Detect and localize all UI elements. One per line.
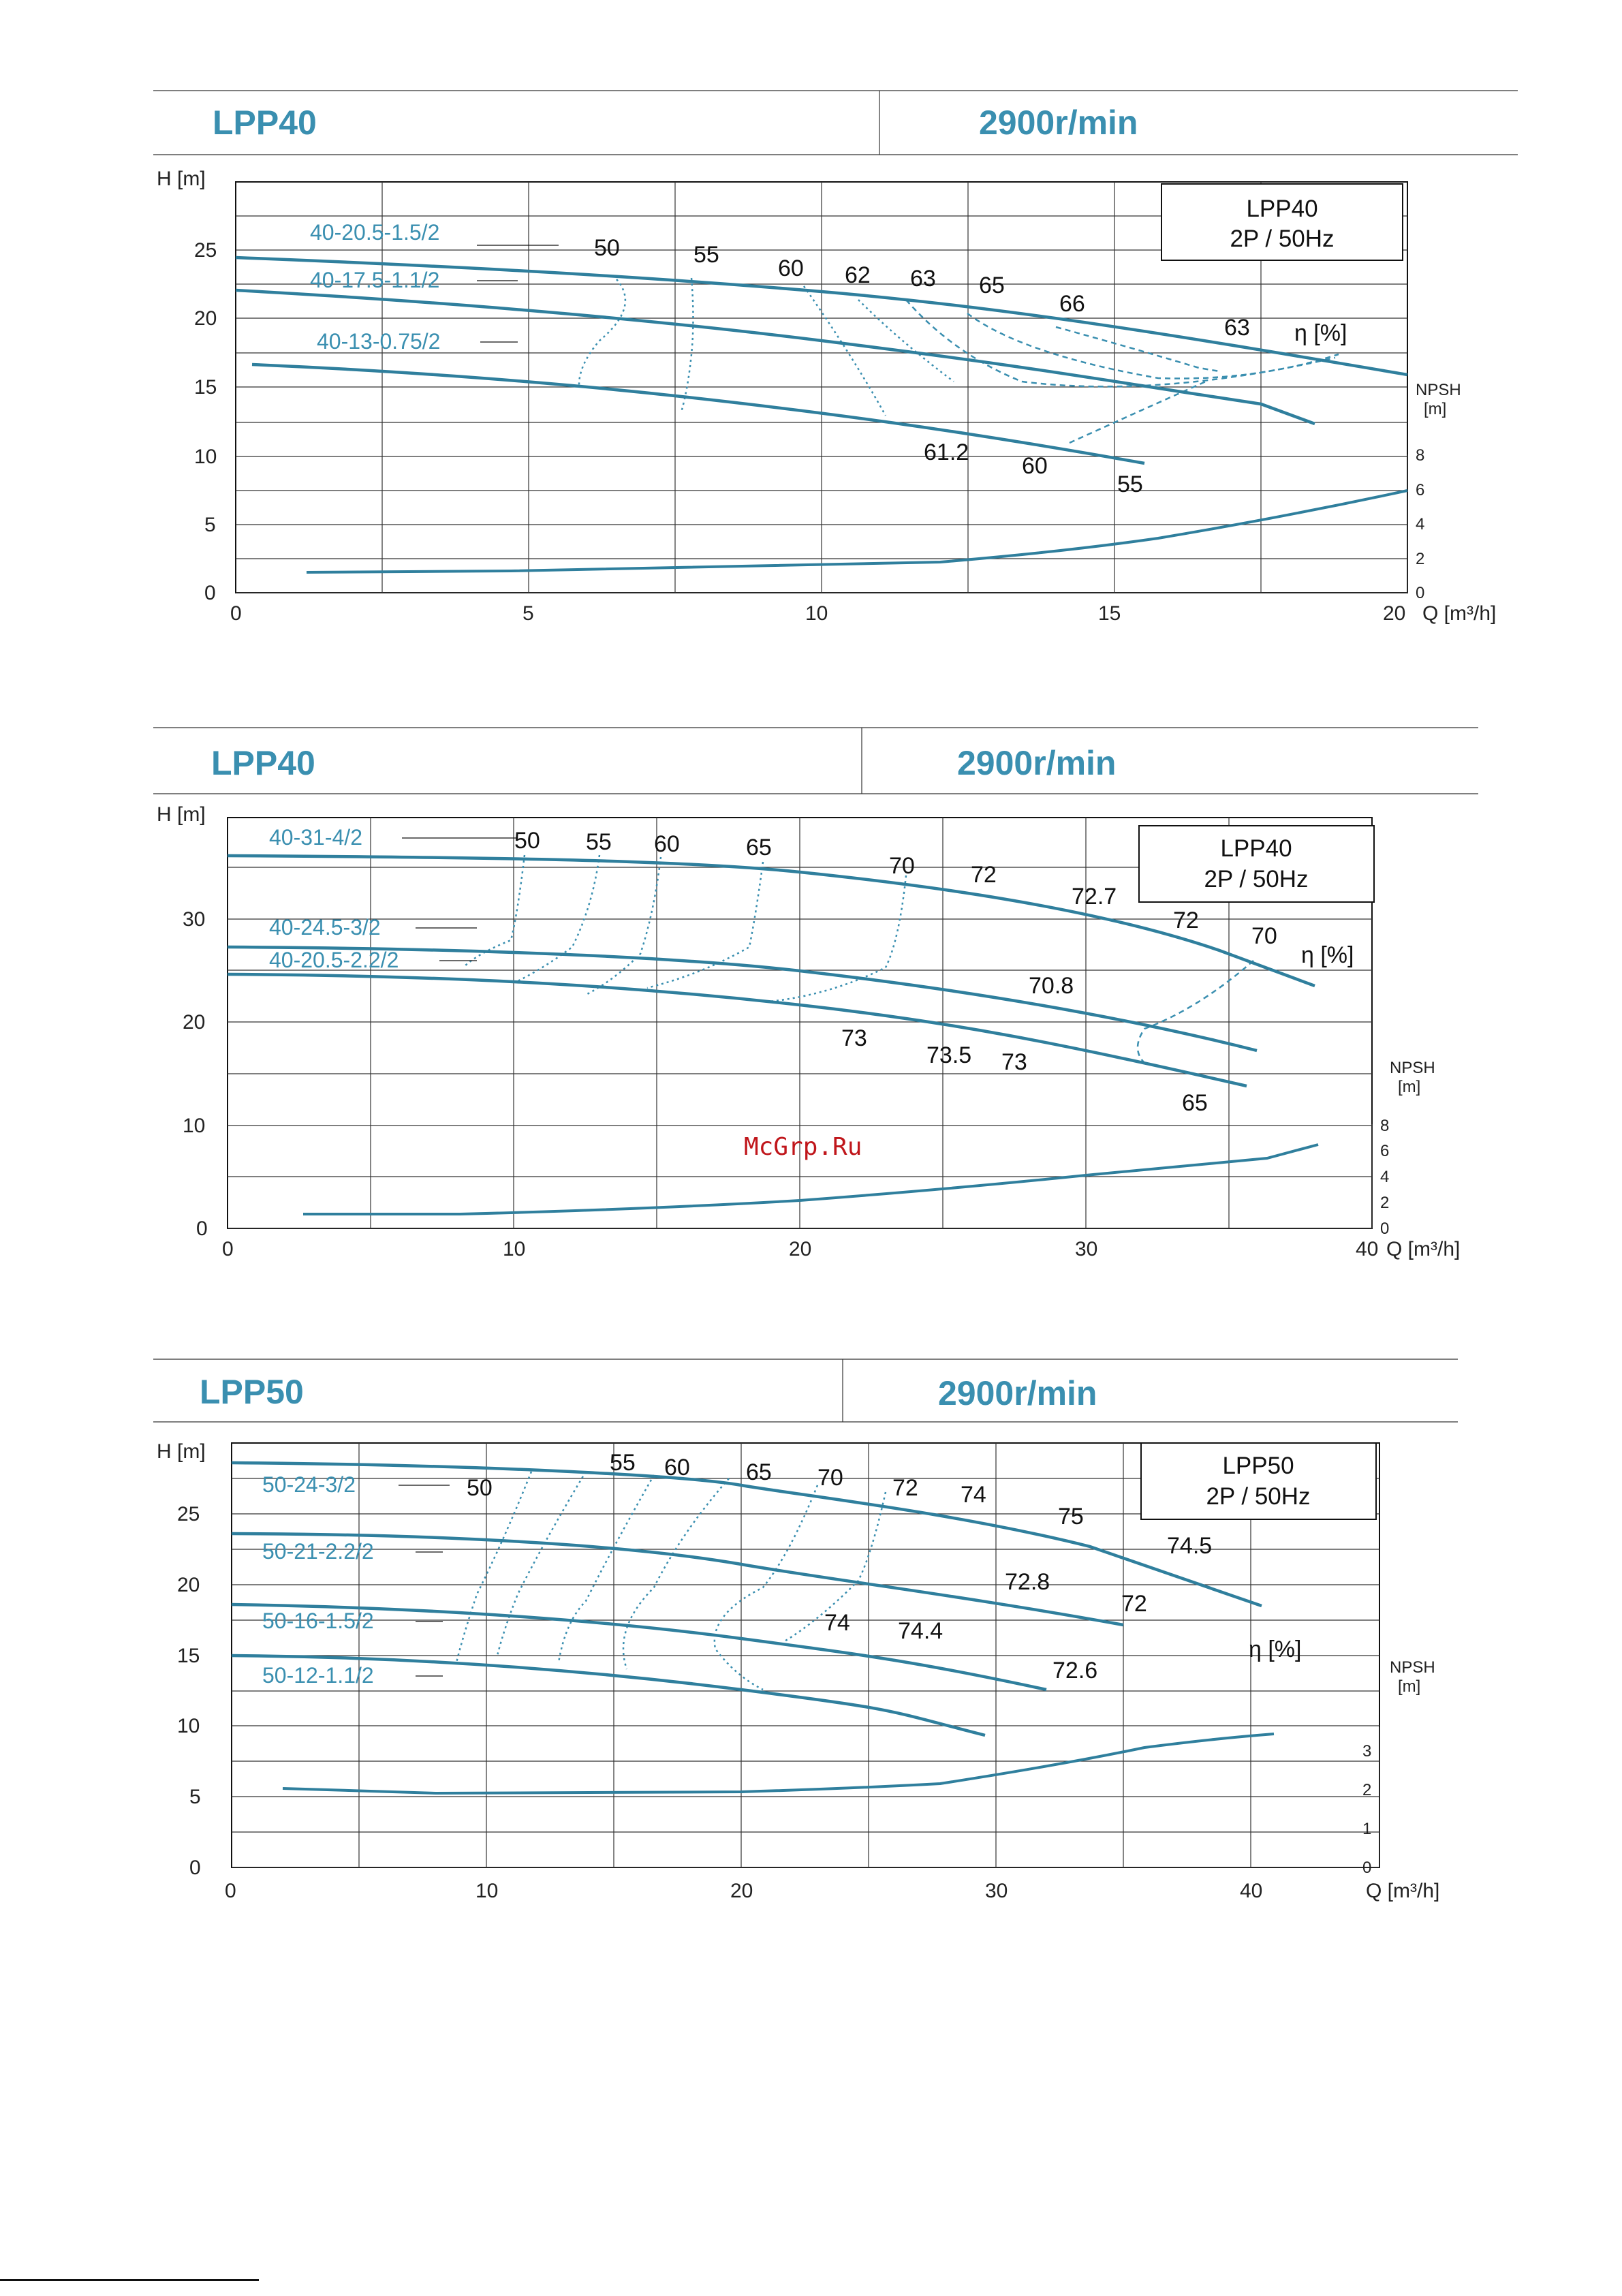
y-axis-label: H [m]	[157, 168, 206, 190]
header-model: LPP40	[213, 104, 317, 142]
x-tick: 15	[1098, 602, 1121, 625]
watermark: McGrp.Ru	[744, 1133, 862, 1161]
x-tick: 5	[523, 602, 534, 625]
npsh-tick: 0	[1362, 1859, 1372, 1877]
x-axis-label: Q [m³/h]	[1386, 1238, 1461, 1260]
eff-label: 73.5	[926, 1042, 972, 1068]
npsh-tick: 0	[1380, 1220, 1390, 1238]
y-tick: 0	[196, 1217, 208, 1240]
eff-label: 75	[1058, 1504, 1084, 1530]
x-tick: 40	[1356, 1238, 1379, 1260]
eff-label: 72.8	[1005, 1569, 1050, 1595]
header-model: LPP50	[200, 1373, 304, 1411]
y-tick-labels	[194, 239, 217, 604]
x-tick: 0	[222, 1238, 234, 1260]
legend-model: LPP40	[1220, 835, 1292, 862]
y-tick: 15	[194, 376, 217, 399]
x-tick: 20	[789, 1238, 812, 1260]
eff-label: 66	[1059, 291, 1085, 317]
x-tick: 30	[1075, 1238, 1098, 1260]
eff-label: 72.7	[1072, 884, 1117, 910]
npsh-label-2: [m]	[1398, 1677, 1421, 1696]
y-tick: 10	[183, 1115, 206, 1137]
npsh-tick: 3	[1362, 1742, 1372, 1760]
y-tick: 15	[177, 1645, 200, 1667]
eff-label: 63	[910, 266, 936, 292]
y-tick: 0	[204, 582, 216, 604]
x-tick-labels	[230, 602, 1405, 625]
eff-label: 63	[1224, 315, 1250, 341]
curve-label: 40-13-0.75/2	[317, 329, 441, 354]
x-tick: 0	[230, 602, 242, 625]
x-tick-labels	[222, 1238, 1378, 1260]
x-tick: 10	[503, 1238, 526, 1260]
curve-label: 50-21-2.2/2	[262, 1539, 374, 1564]
eff-label: 74.4	[898, 1618, 943, 1644]
legend-spec: 2P / 50Hz	[1206, 1483, 1311, 1510]
curve-label: 40-24.5-3/2	[269, 915, 381, 940]
eta-label: η [%]	[1301, 942, 1354, 968]
eff-label: 62	[845, 262, 871, 288]
x-tick: 40	[1240, 1880, 1263, 1902]
chart-lpp50	[153, 1359, 1458, 1902]
eff-label: 72	[892, 1475, 918, 1501]
eff-label: 65	[746, 835, 772, 860]
eff-label: 60	[664, 1455, 690, 1480]
header-model: LPP40	[211, 744, 315, 782]
eff-label: 60	[654, 831, 680, 857]
y-tick: 10	[177, 1715, 200, 1737]
y-tick: 25	[177, 1503, 200, 1525]
eff-label: 74	[824, 1610, 850, 1636]
npsh-curve	[307, 491, 1407, 572]
eff-label: 65	[1182, 1090, 1208, 1116]
y-tick: 20	[194, 307, 217, 330]
eff-label: 70.8	[1029, 973, 1074, 999]
curve-label: 40-20.5-1.5/2	[310, 220, 440, 245]
y-tick: 5	[204, 514, 216, 536]
y-tick-labels	[183, 908, 208, 1240]
npsh-tick: 8	[1380, 1117, 1390, 1135]
x-tick: 10	[805, 602, 828, 625]
eff-label: 72.6	[1052, 1658, 1098, 1684]
y-tick: 25	[194, 239, 217, 262]
y-tick: 20	[183, 1011, 206, 1034]
npsh-axis	[1407, 381, 1461, 602]
eff-label: 65	[746, 1459, 772, 1485]
eff-label: 74	[961, 1482, 986, 1508]
npsh-tick: 6	[1416, 481, 1425, 499]
curve-labels	[310, 220, 559, 354]
eff-label: 73	[841, 1025, 867, 1051]
eff-label: 50	[514, 828, 540, 854]
npsh-tick: 2	[1380, 1194, 1390, 1212]
x-tick: 30	[985, 1880, 1008, 1902]
npsh-tick: 2	[1416, 550, 1425, 568]
curve-label: 40-17.5-1.1/2	[310, 268, 440, 292]
efficiency-isolines	[579, 278, 1339, 443]
x-axis-label: Q [m³/h]	[1366, 1880, 1440, 1902]
npsh-tick: 6	[1380, 1142, 1390, 1160]
y-tick: 10	[194, 446, 217, 468]
eff-label: 55	[1117, 471, 1143, 497]
curve-40-17.5-1.1-2	[236, 290, 1315, 424]
y-tick: 30	[183, 908, 206, 931]
y-axis-label: H [m]	[157, 803, 206, 826]
legend-model: LPP50	[1222, 1453, 1294, 1479]
eff-label: 60	[1022, 453, 1048, 479]
eff-label: 55	[610, 1450, 636, 1476]
x-axis-label: Q [m³/h]	[1422, 602, 1497, 625]
npsh-label-2: [m]	[1398, 1078, 1421, 1096]
npsh-label-1: NPSH	[1390, 1658, 1435, 1677]
eff-label: 55	[586, 829, 612, 855]
y-tick: 20	[177, 1574, 200, 1596]
eff-label: 72	[971, 862, 997, 888]
npsh-label-2: [m]	[1424, 400, 1447, 418]
curve-label: 40-20.5-2.2/2	[269, 948, 399, 972]
curve-40-13-0.75-2	[252, 364, 1144, 463]
x-tick-labels	[225, 1880, 1262, 1902]
header-speed: 2900r/min	[979, 104, 1138, 142]
eff-label: 74.5	[1167, 1533, 1213, 1559]
y-tick: 5	[189, 1786, 201, 1808]
eff-label: 50	[594, 235, 620, 261]
npsh-tick: 4	[1416, 515, 1425, 533]
curve-label: 50-12-1.1/2	[262, 1663, 374, 1688]
npsh-tick: 8	[1416, 446, 1425, 465]
eff-label: 73	[1001, 1049, 1027, 1075]
y-axis-label: H [m]	[157, 1440, 206, 1463]
eff-label: 70	[889, 853, 915, 879]
curve-label: 50-24-3/2	[262, 1472, 356, 1497]
eff-label: 72	[1173, 907, 1199, 933]
npsh-tick: 2	[1362, 1781, 1372, 1799]
eff-label: 70	[1251, 923, 1277, 949]
legend-spec: 2P / 50Hz	[1230, 226, 1335, 252]
y-tick: 0	[189, 1857, 201, 1879]
efficiency-labels	[594, 235, 1347, 497]
npsh-label-1: NPSH	[1416, 381, 1461, 399]
header-speed: 2900r/min	[938, 1374, 1097, 1412]
eff-label: 60	[778, 255, 804, 281]
npsh-tick: 1	[1362, 1820, 1372, 1838]
eff-label: 55	[693, 242, 719, 268]
eff-label: 50	[467, 1475, 493, 1501]
eff-label: 70	[817, 1465, 843, 1491]
legend-spec: 2P / 50Hz	[1204, 866, 1309, 893]
npsh-tick: 4	[1380, 1168, 1390, 1186]
footer-rule	[0, 2279, 259, 2281]
x-tick: 0	[225, 1880, 236, 1902]
eta-label: η [%]	[1294, 320, 1347, 346]
curve-label: 50-16-1.5/2	[262, 1609, 374, 1633]
header-speed: 2900r/min	[957, 744, 1117, 782]
curve-40-20.5-2.2-2	[228, 974, 1247, 1086]
npsh-curve	[283, 1734, 1274, 1793]
eff-label: 72	[1121, 1591, 1147, 1617]
curve-label: 40-31-4/2	[269, 825, 362, 850]
y-tick-labels	[177, 1503, 201, 1879]
legend-model: LPP40	[1246, 196, 1318, 222]
x-tick: 20	[1383, 602, 1406, 625]
npsh-axis	[1372, 1059, 1435, 1238]
eta-label: η [%]	[1249, 1636, 1302, 1662]
efficiency-isolines	[456, 1472, 886, 1690]
chart-lpp40-a	[153, 91, 1518, 625]
x-tick: 20	[730, 1880, 753, 1902]
eff-label: 61.2	[924, 439, 969, 465]
eff-label: 65	[979, 273, 1005, 298]
npsh-label-1: NPSH	[1390, 1059, 1435, 1077]
chart-lpp40-b	[153, 728, 1478, 1260]
npsh-tick: 0	[1416, 584, 1425, 602]
x-tick: 10	[475, 1880, 499, 1902]
